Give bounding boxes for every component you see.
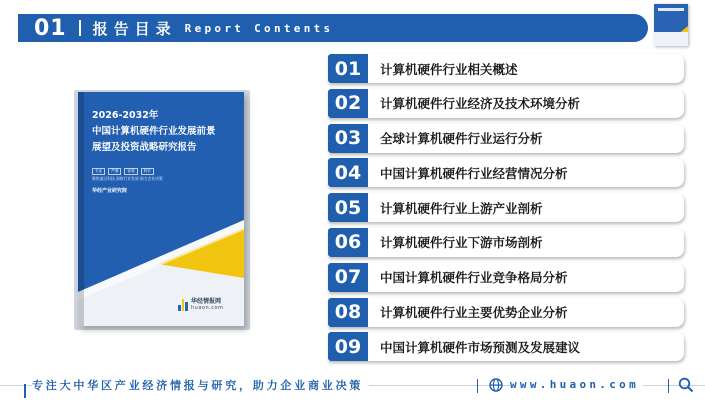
- toc-number: 09: [328, 332, 368, 361]
- footer-divider: [668, 379, 669, 393]
- cover-tag: 科学: [141, 168, 154, 175]
- report-cover: [78, 92, 244, 326]
- toc-label: 计算机硬件行业下游市场剖析: [380, 235, 543, 251]
- toc-label: 计算机硬件行业经济及技术环境分析: [380, 96, 581, 112]
- toc-number: 03: [328, 124, 368, 153]
- toc-item-07[interactable]: [328, 263, 686, 292]
- section-title-en: Report Contents: [184, 21, 334, 35]
- cover-tag: 专业: [92, 168, 105, 175]
- footer-tagline: 专注大中华区产业经济情报与研究，助力企业商业决策: [32, 377, 369, 393]
- logo-icon: [178, 299, 188, 311]
- toc-number: 01: [328, 54, 368, 83]
- footer-divider: [477, 379, 478, 393]
- toc-item-05[interactable]: [328, 193, 686, 222]
- logo-name: 华经情报网: [191, 298, 222, 305]
- header-divider: [79, 20, 81, 36]
- toc-label: 中国计算机硬件市场预测及发展建议: [380, 339, 581, 355]
- cover-title-line: 中国计算机硬件行业发展前景: [92, 126, 216, 137]
- page-footer: [0, 372, 705, 400]
- toc-item-06[interactable]: [328, 228, 686, 257]
- toc-label: 计算机硬件行业上游产业剖析: [380, 200, 543, 216]
- publisher-logo: [178, 298, 223, 311]
- table-of-contents: [328, 54, 686, 367]
- toc-number: 06: [328, 228, 368, 257]
- cover-spine: [78, 92, 84, 326]
- toc-number: 04: [328, 158, 368, 187]
- cover-tags: [92, 168, 154, 175]
- toc-label: 计算机硬件行业主要优势企业分析: [380, 305, 568, 321]
- globe-icon: [489, 378, 503, 392]
- toc-item-02[interactable]: [328, 89, 686, 118]
- logo-domain: huaon.com: [191, 305, 224, 311]
- cover-subline: 聚焦前沿科技 洞察行业发展 助力企业决策: [92, 176, 163, 181]
- toc-label: 中国计算机硬件行业竞争格局分析: [380, 270, 568, 286]
- cover-title-line: 2026-2032年: [92, 110, 159, 121]
- section-title-cn: 报告目录: [92, 19, 177, 38]
- toc-number: 08: [328, 298, 368, 327]
- cover-tag: 客观: [124, 168, 137, 175]
- cover-publisher: 华经产业研究院: [92, 188, 128, 194]
- search-icon[interactable]: [678, 377, 694, 393]
- cover-title-line: 展望及投资战略研究报告: [92, 142, 197, 153]
- toc-item-04[interactable]: [328, 158, 686, 187]
- footer-accent: [24, 384, 26, 398]
- toc-item-09[interactable]: [328, 332, 686, 361]
- report-thumbnail: [654, 4, 688, 46]
- toc-item-08[interactable]: [328, 298, 686, 327]
- toc-item-01[interactable]: [328, 54, 686, 83]
- toc-label: 全球计算机硬件行业运行分析: [380, 131, 543, 147]
- toc-label: 中国计算机硬件行业经营情况分析: [380, 165, 568, 181]
- section-number: 01: [34, 15, 67, 41]
- footer-website[interactable]: www.huaon.com: [510, 378, 643, 391]
- toc-label: 计算机硬件行业相关概述: [380, 61, 518, 77]
- toc-number: 07: [328, 263, 368, 292]
- toc-item-03[interactable]: [328, 124, 686, 153]
- section-header: [18, 14, 648, 42]
- toc-number: 05: [328, 193, 368, 222]
- cover-title: [92, 108, 240, 156]
- cover-tag: 严谨: [108, 168, 121, 175]
- toc-number: 02: [328, 89, 368, 118]
